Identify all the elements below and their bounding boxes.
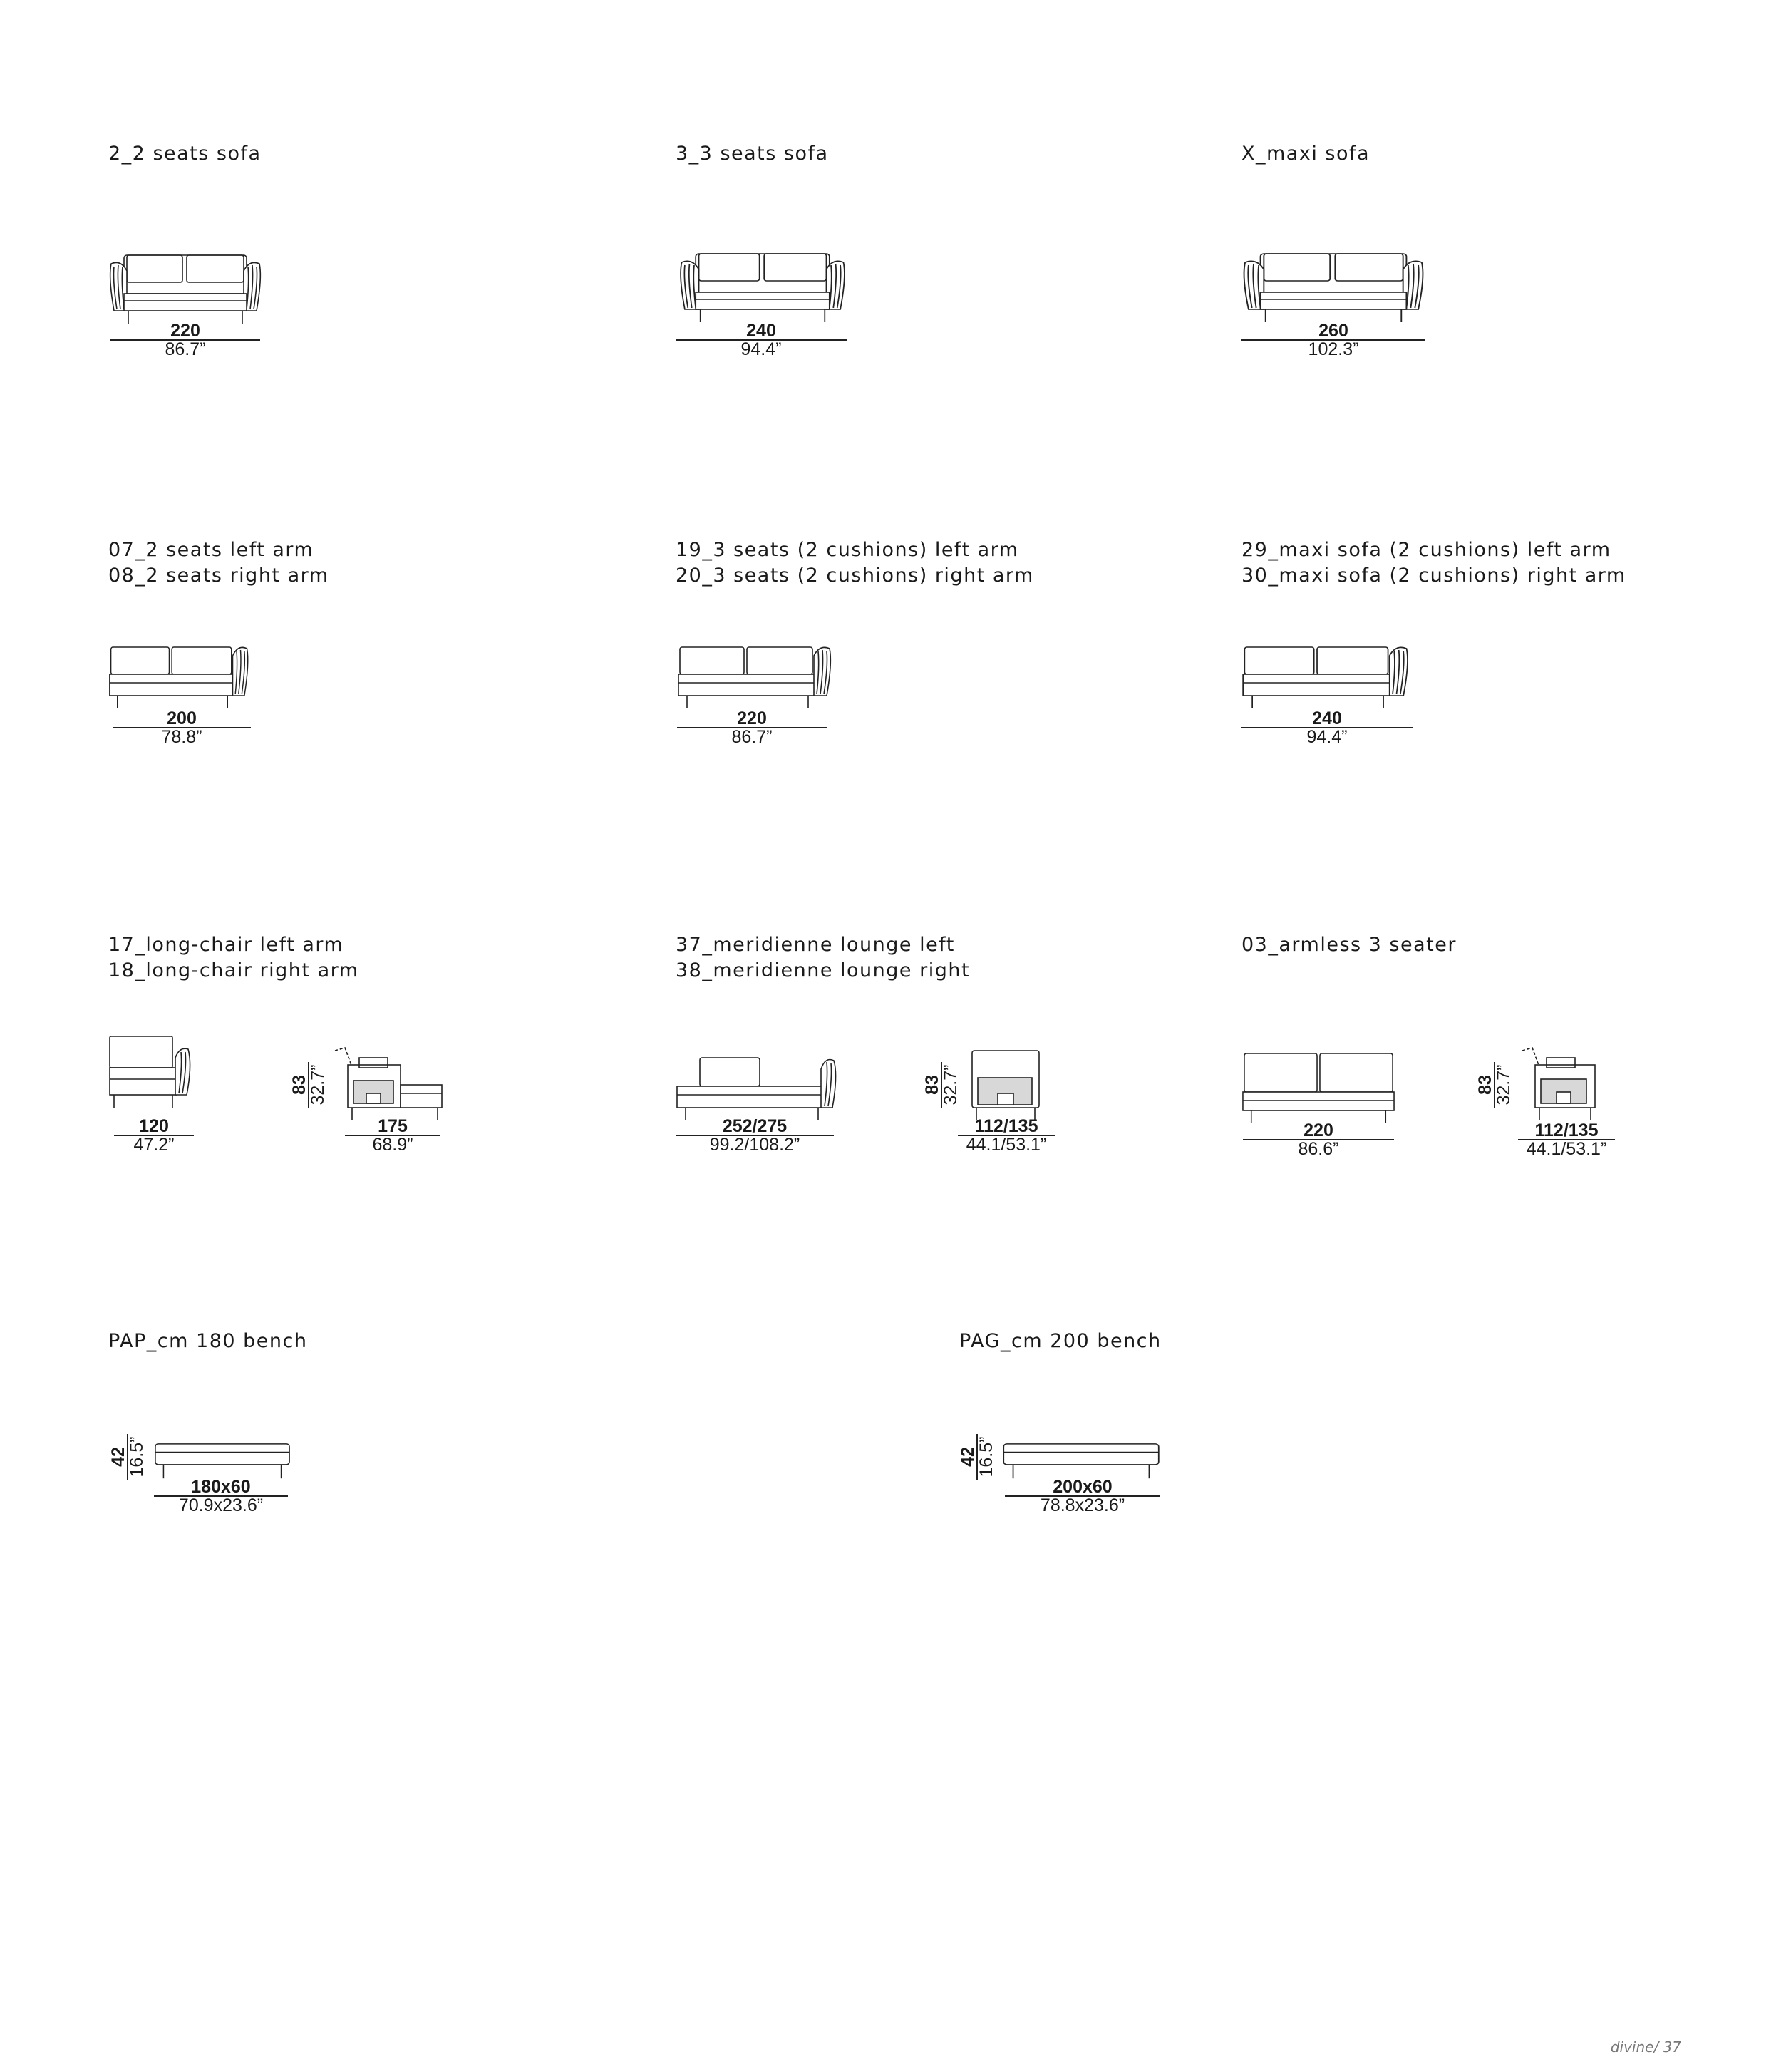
dim-bench180-height xyxy=(110,1434,155,1480)
dim-arm3 xyxy=(677,710,827,746)
title-bench-200: PAG_cm 200 bench xyxy=(959,1330,1162,1352)
dim-cm: 175 xyxy=(378,1116,408,1136)
dim-in: 70.9x23.6” xyxy=(154,1495,288,1514)
dim-in: 86.6” xyxy=(1243,1139,1394,1158)
dim-cm: 240 xyxy=(746,321,776,341)
dim-cm: 83 xyxy=(1475,1075,1495,1095)
dim-armmaxi xyxy=(1241,710,1413,746)
dim-in: 32.7” xyxy=(1494,1062,1512,1108)
dim-in: 16.5” xyxy=(127,1434,145,1480)
dim-cm: 83 xyxy=(922,1075,942,1095)
dim-armless-side xyxy=(1518,1122,1615,1158)
dim-sofa3 xyxy=(676,322,847,358)
title-meridienne: 37_meridienne lounge left 38_meridienne lounge right xyxy=(676,934,971,981)
dim-in: 44.1/53.1” xyxy=(1518,1139,1615,1158)
dim-bench200-height xyxy=(959,1434,1005,1480)
armless-side-drawing xyxy=(1519,1046,1598,1125)
sofa-2-seats-arm-drawing xyxy=(108,634,251,713)
dim-armless-front xyxy=(1243,1122,1394,1158)
dim-cm: 42 xyxy=(108,1447,128,1467)
title-maxi-sofa: X_maxi sofa xyxy=(1241,143,1370,165)
sofa-3-seats-arm-drawing xyxy=(677,634,834,713)
long-chair-side-drawing xyxy=(332,1046,446,1125)
dim-in: 94.4” xyxy=(676,339,847,358)
meridienne-drawing xyxy=(676,1046,840,1125)
dim-in: 68.9” xyxy=(345,1135,440,1153)
dim-cm: 200 xyxy=(167,708,197,728)
title-maxi-arm: 29_maxi sofa (2 cushions) left arm 30_maxi sofa (2 cushions) right arm xyxy=(1241,539,1626,587)
dim-cm: 240 xyxy=(1312,708,1342,728)
sofa-3-seats-drawing xyxy=(677,248,848,326)
dim-longchair-front xyxy=(114,1118,194,1153)
dim-in: 32.7” xyxy=(941,1062,959,1108)
dim-maxi xyxy=(1241,322,1425,358)
dim-arm2 xyxy=(113,710,251,746)
dim-in: 16.5” xyxy=(976,1434,995,1480)
title-bench-180: PAP_cm 180 bench xyxy=(108,1330,308,1352)
dim-cm: 220 xyxy=(1304,1120,1333,1140)
dim-cm: 83 xyxy=(289,1075,309,1095)
page-number: 37 xyxy=(1663,2039,1681,2056)
dim-cm: 260 xyxy=(1318,321,1348,341)
dim-bench180 xyxy=(154,1478,288,1514)
title-long-chair: 17_long-chair left arm 18_long-chair right arm xyxy=(108,934,359,981)
dim-meridienne-front xyxy=(676,1118,834,1153)
dim-cm: 42 xyxy=(958,1447,978,1467)
dim-cm: 112/135 xyxy=(974,1116,1038,1136)
title-armless: 03_armless 3 seater xyxy=(1241,934,1457,956)
dim-cm: 120 xyxy=(139,1116,169,1136)
armless-front-drawing xyxy=(1241,1049,1395,1128)
dim-meridienne-height xyxy=(924,1062,969,1108)
maxi-sofa-arm-drawing xyxy=(1241,634,1411,713)
page-footer xyxy=(1611,2039,1681,2056)
dim-bench200 xyxy=(1005,1478,1160,1514)
dim-meridienne-side xyxy=(958,1118,1055,1153)
sofa-2-seats-drawing xyxy=(107,249,264,328)
dim-cm: 220 xyxy=(737,708,767,728)
meridienne-side-drawing xyxy=(966,1046,1045,1125)
dim-in: 78.8” xyxy=(113,727,251,746)
title-3-seats-sofa: 3_3 seats sofa xyxy=(676,143,829,165)
maxi-sofa-drawing xyxy=(1240,248,1427,326)
dim-in: 86.7” xyxy=(110,339,260,358)
dim-cm: 252/275 xyxy=(722,1116,788,1136)
title-2-seats-sofa: 2_2 seats sofa xyxy=(108,143,262,165)
dim-in: 86.7” xyxy=(677,727,827,746)
dim-cm: 112/135 xyxy=(1534,1120,1599,1140)
long-chair-front-drawing xyxy=(108,1034,194,1112)
dim-in: 102.3” xyxy=(1241,339,1425,358)
dim-in: 78.8x23.6” xyxy=(1005,1495,1160,1514)
dim-cm: 220 xyxy=(170,321,200,341)
title-2-seats-arm: 07_2 seats left arm 08_2 seats right arm xyxy=(108,539,329,587)
dim-in: 99.2/108.2” xyxy=(676,1135,834,1153)
dim-longchair-side xyxy=(345,1118,440,1153)
dim-in: 47.2” xyxy=(114,1135,194,1153)
dim-cm: 200x60 xyxy=(1053,1477,1113,1497)
dim-longchair-height xyxy=(291,1062,336,1108)
title-3-seats-arm: 19_3 seats (2 cushions) left arm 20_3 seats (2 cushions) right arm xyxy=(676,539,1034,587)
dim-in: 32.7” xyxy=(308,1062,326,1108)
dim-in: 94.4” xyxy=(1241,727,1413,746)
dim-cm: 180x60 xyxy=(191,1477,251,1497)
dim-armless-height xyxy=(1477,1062,1522,1108)
dim-sofa2 xyxy=(110,322,260,358)
footer-brand: divine/ xyxy=(1610,2039,1659,2056)
dim-in: 44.1/53.1” xyxy=(958,1135,1055,1153)
